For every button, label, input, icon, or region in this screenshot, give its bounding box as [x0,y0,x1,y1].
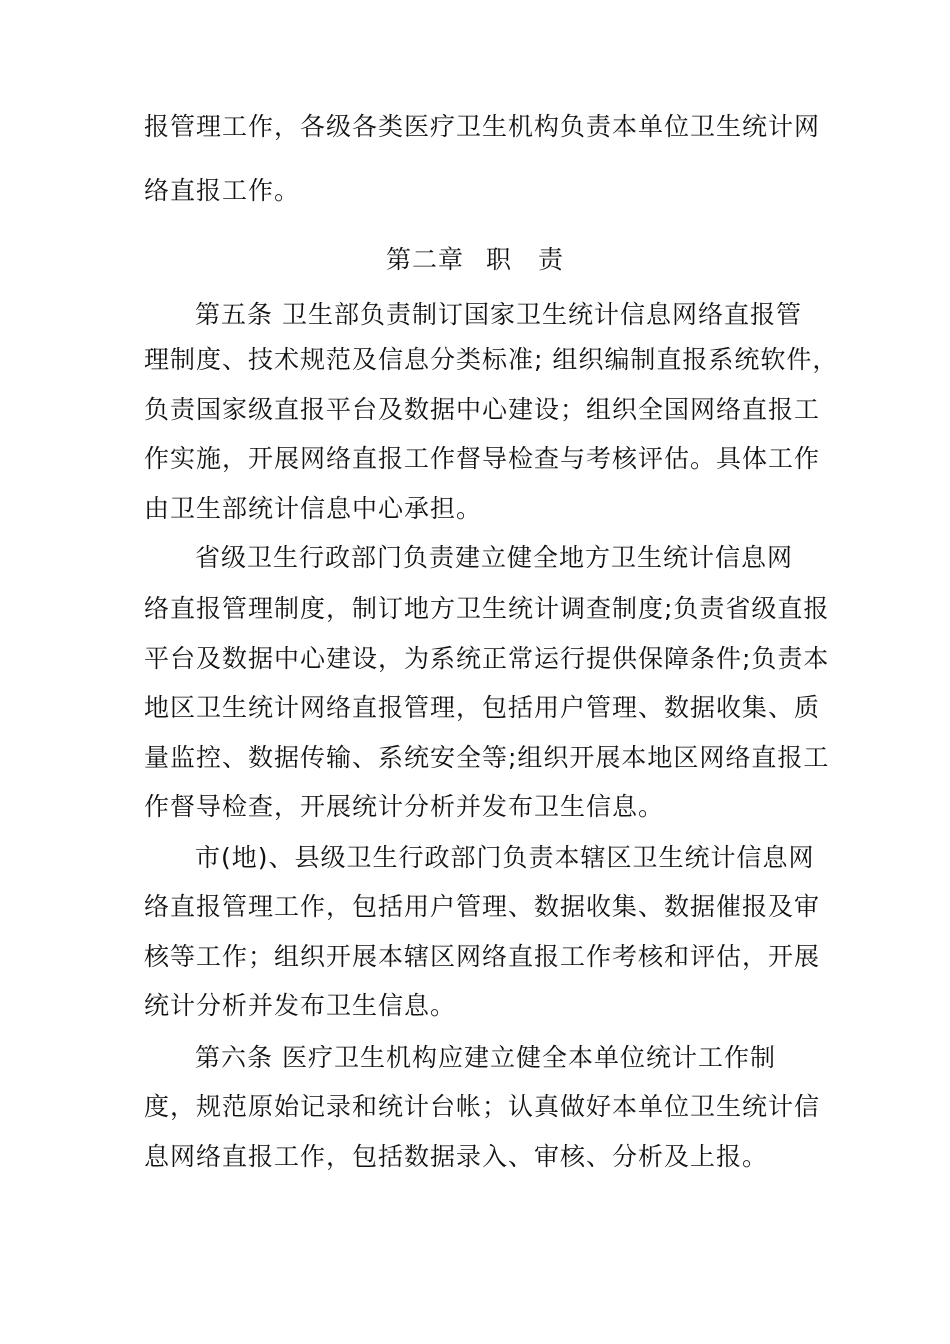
municipal-line: 络直报管理工作，包括用户管理、数据收集、数据催报及审 [144,892,821,921]
article-6-line: 度，规范原始记录和统计台帐；认真做好本单位卫生统计信 [144,1092,821,1121]
article-5-line: 由卫生部统计信息中心承担。 [144,494,483,523]
article-5-line: 理制度、技术规范及信息分类标准; 组织编制直报系统软件， [144,345,839,374]
article-6-line: 息网络直报工作，包括数据录入、审核、分析及上报。 [144,1142,769,1171]
article-5-line: 第五条 卫生部负责制订国家卫生统计信息网络直报管 [195,300,802,329]
municipal-line: 市(地)、县级卫生行政部门负责本辖区卫生统计信息网 [195,843,815,872]
provincial-line: 地区卫生统计网络直报管理，包括用户管理、数据收集、质 [144,693,821,722]
chapter-heading [0,245,950,275]
provincial-line: 作督导检查，开展统计分析并发布卫生信息。 [144,792,665,821]
paragraph-line: 络直报工作。 [144,176,301,205]
municipal-line: 统计分析并发布卫生信息。 [144,991,457,1020]
provincial-line: 络直报管理制度，制订地方卫生统计调查制度;负责省级直报 [144,594,830,623]
article-6-line: 第六条 医疗卫生机构应建立健全本单位统计工作制 [195,1043,776,1072]
municipal-line: 核等工作；组织开展本辖区网络直报工作考核和评估，开展 [144,942,821,971]
provincial-line: 平台及数据中心建设，为系统正常运行提供保障条件;负责本 [144,644,830,673]
paragraph-line: 报管理工作，各级各类医疗卫生机构负责本单位卫生统计网 [144,112,821,141]
article-5-line: 负责国家级直报平台及数据中心建设；组织全国网络直报工 [144,395,821,424]
chapter-number: 第二章 [385,245,464,274]
article-5-line: 作实施，开展网络直报工作督导检查与考核评估。具体工作 [144,444,821,473]
chapter-title: 职 责 [486,245,565,274]
provincial-line: 量监控、数据传输、系统安全等;组织开展本地区网络直报工 [144,743,830,772]
provincial-line: 省级卫生行政部门负责建立健全地方卫生统计信息网 [195,543,794,572]
